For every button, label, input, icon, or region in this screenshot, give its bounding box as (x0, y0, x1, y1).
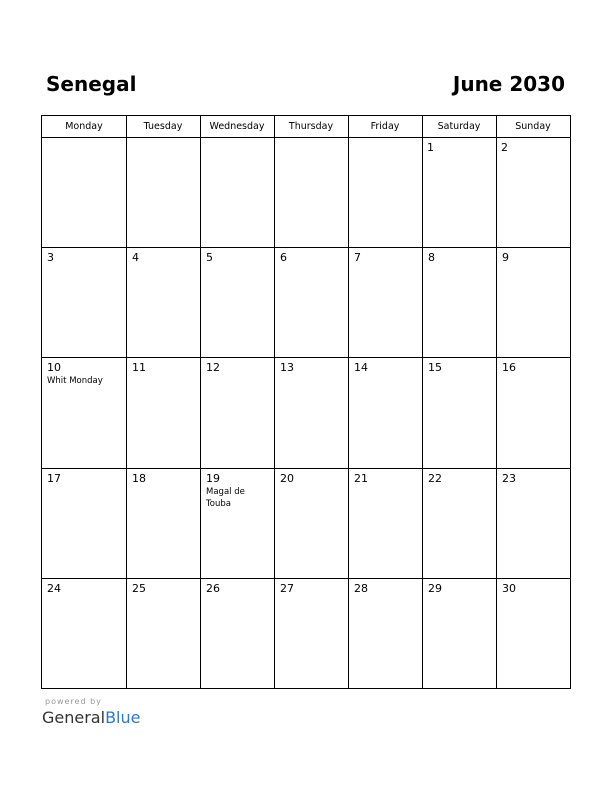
brand-blue: Blue (105, 708, 141, 727)
day-number: 27 (280, 582, 294, 595)
day-number: 14 (354, 361, 368, 374)
day-number: 18 (132, 472, 146, 485)
weekday-tuesday: Tuesday (143, 121, 183, 132)
weekday-thursday: Thursday (288, 121, 334, 132)
holiday-label-magal-de-touba: Magal de Touba (206, 487, 245, 509)
day-number: 22 (428, 472, 442, 485)
day-number: 23 (502, 472, 516, 485)
weekday-wednesday: Wednesday (209, 121, 265, 132)
day-number: 30 (502, 582, 516, 595)
weekday-sunday: Sunday (515, 121, 551, 132)
day-number: 16 (502, 361, 516, 374)
weekday-friday: Friday (370, 121, 400, 132)
day-number: 12 (206, 361, 220, 374)
day-number: 5 (206, 251, 213, 264)
day-number: 9 (502, 251, 509, 264)
day-number: 4 (132, 251, 139, 264)
country-title: Senegal (46, 72, 137, 96)
day-number: 7 (354, 251, 361, 264)
day-number: 20 (280, 472, 294, 485)
day-number: 1 (427, 141, 434, 154)
day-number: 17 (47, 472, 61, 485)
brand-general: General (42, 708, 106, 727)
day-number: 10 (47, 361, 61, 374)
month-title: June 2030 (452, 72, 565, 96)
day-number: 8 (428, 251, 435, 264)
day-number: 6 (280, 251, 287, 264)
powered-by-text: powered by (45, 697, 102, 706)
weekday-saturday: Saturday (437, 121, 481, 132)
day-number: 25 (132, 582, 146, 595)
day-number: 26 (206, 582, 220, 595)
day-number: 3 (47, 251, 54, 264)
day-number: 19 (206, 472, 220, 485)
day-number: 24 (47, 582, 61, 595)
generalblue-logo[interactable] (42, 708, 140, 728)
day-number: 2 (501, 141, 508, 154)
day-number: 21 (354, 472, 368, 485)
day-number: 11 (132, 361, 146, 374)
weekday-monday: Monday (65, 121, 103, 132)
day-number: 28 (354, 582, 368, 595)
holiday-label-whit-monday: Whit Monday (47, 376, 103, 386)
calendar-grid (41, 115, 571, 689)
day-number: 13 (280, 361, 294, 374)
day-number: 15 (428, 361, 442, 374)
day-number: 29 (428, 582, 442, 595)
